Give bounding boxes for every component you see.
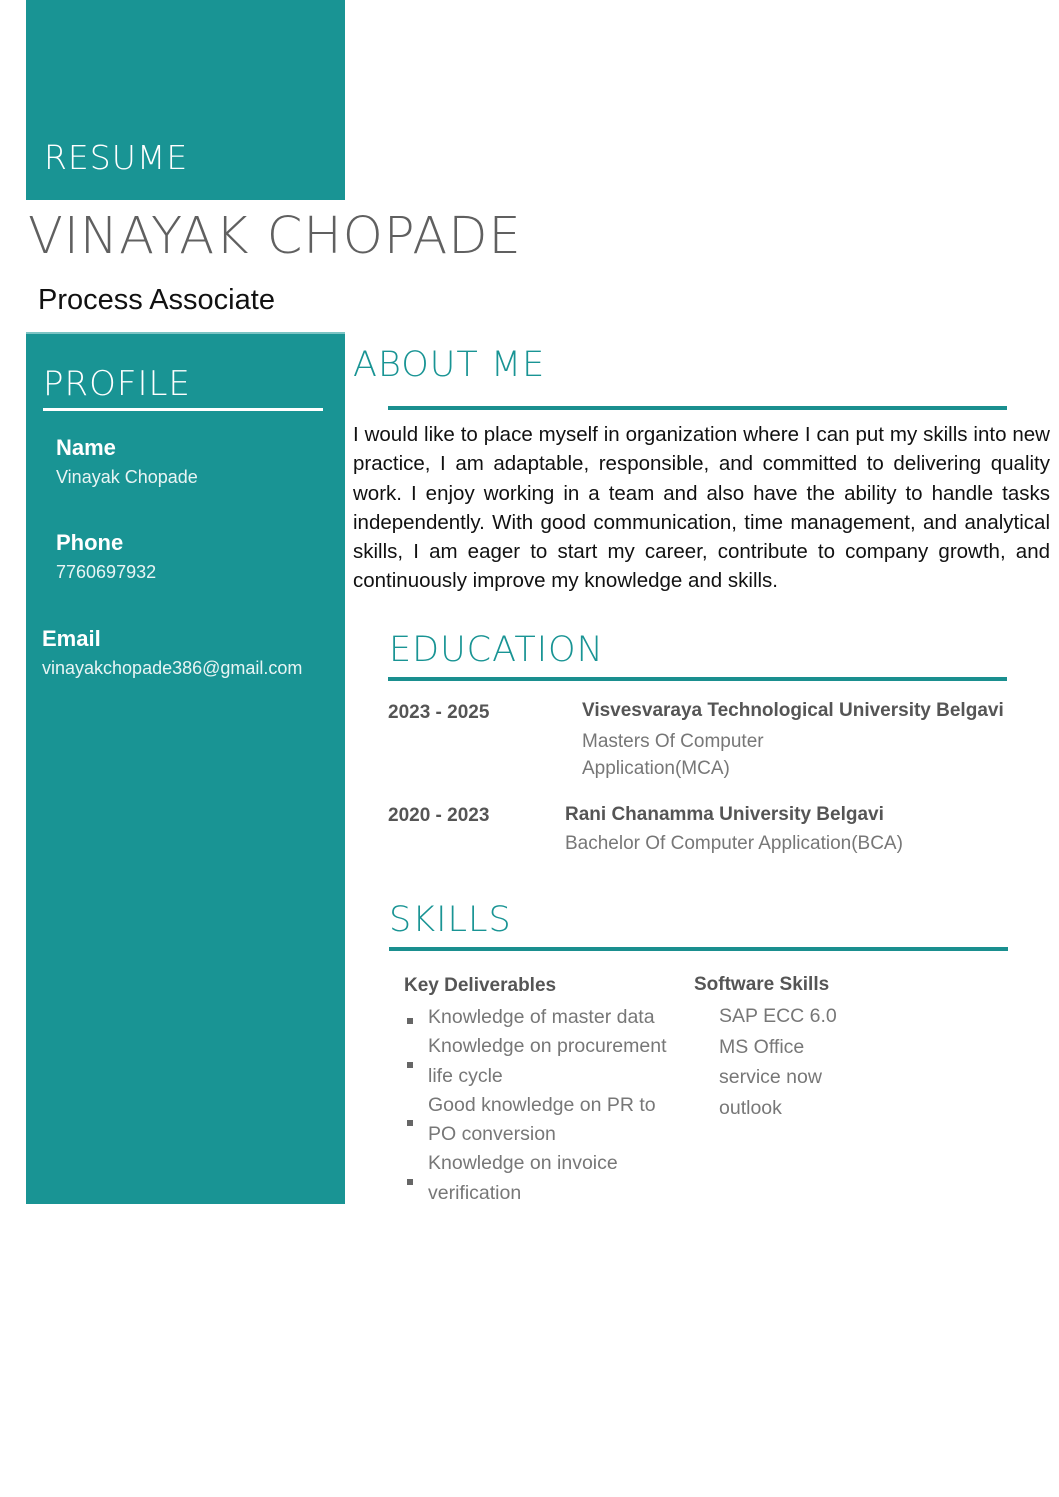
list-item: SAP ECC 6.0 — [719, 1005, 837, 1027]
list-item-text: Knowledge of master data — [428, 1006, 655, 1028]
profile-email-label: Email — [42, 626, 101, 651]
list-item — [404, 1003, 674, 1032]
software-skills-heading: Software Skills — [694, 974, 830, 995]
about-heading: ABOUT ME — [353, 345, 546, 385]
square-bullet-icon — [407, 1120, 413, 1126]
education-heading: EDUCATION — [389, 630, 604, 670]
education-degree: Masters Of Computer — [582, 731, 764, 752]
list-item-text: Good knowledge on PR to PO conversion — [428, 1093, 656, 1146]
education-years: 2020 - 2023 — [388, 805, 490, 826]
square-bullet-icon — [407, 1018, 413, 1024]
list-item-text: Knowledge on invoice verification — [428, 1152, 618, 1204]
list-item: service now — [719, 1066, 822, 1088]
about-text: I would like to place myself in organization where I can put my skills into new practice, I am adaptable, responsible, and committed to delivering quality work. I enjoy working in a team and also have the ability to handle tasks independently. With good communication, time management, and analytical skills, I am eager to start my career, contribute to company growth, and continuously improve my knowledge and skills. — [353, 423, 1050, 593]
profile-phone-label: Phone — [56, 530, 124, 555]
list-item-text: Knowledge on procurement life cycle — [428, 1035, 667, 1087]
profile-email-value[interactable]: vinayakchopade386@gmail.com — [42, 658, 303, 678]
profile-name-label: Name — [56, 435, 116, 460]
education-degree: Application(MCA) — [582, 758, 730, 779]
software-skills-list — [719, 1001, 837, 1123]
profile-heading: PROFILE — [43, 364, 191, 404]
candidate-name: VINAYAK CHOPADE — [28, 207, 522, 266]
key-deliverables-list — [404, 1003, 674, 1208]
skills-divider — [389, 947, 1008, 951]
education-years: 2023 - 2025 — [388, 702, 490, 723]
resume-label: RESUME — [44, 138, 189, 177]
education-degree: Bachelor Of Computer Application(BCA) — [565, 833, 903, 854]
profile-phone-value: 7760697932 — [56, 562, 157, 582]
profile-divider — [43, 408, 323, 411]
square-bullet-icon — [407, 1062, 413, 1068]
list-item — [404, 1032, 674, 1091]
list-item: MS Office — [719, 1035, 805, 1058]
education-school: Visvesvaraya Technological University Belgavi — [582, 700, 1004, 721]
list-item — [404, 1149, 674, 1208]
list-item — [404, 1091, 674, 1150]
education-school: Rani Chanamma University Belgavi — [565, 804, 884, 825]
job-title: Process Associate — [38, 284, 275, 316]
square-bullet-icon — [407, 1179, 413, 1185]
education-divider — [388, 677, 1007, 681]
about-divider — [388, 406, 1007, 410]
profile-sidebar — [26, 332, 345, 1204]
list-item: outlook — [719, 1096, 782, 1119]
key-deliverables-heading: Key Deliverables — [404, 975, 557, 996]
skills-heading: SKILLS — [389, 900, 512, 940]
profile-name-value: Vinayak Chopade — [56, 467, 198, 487]
